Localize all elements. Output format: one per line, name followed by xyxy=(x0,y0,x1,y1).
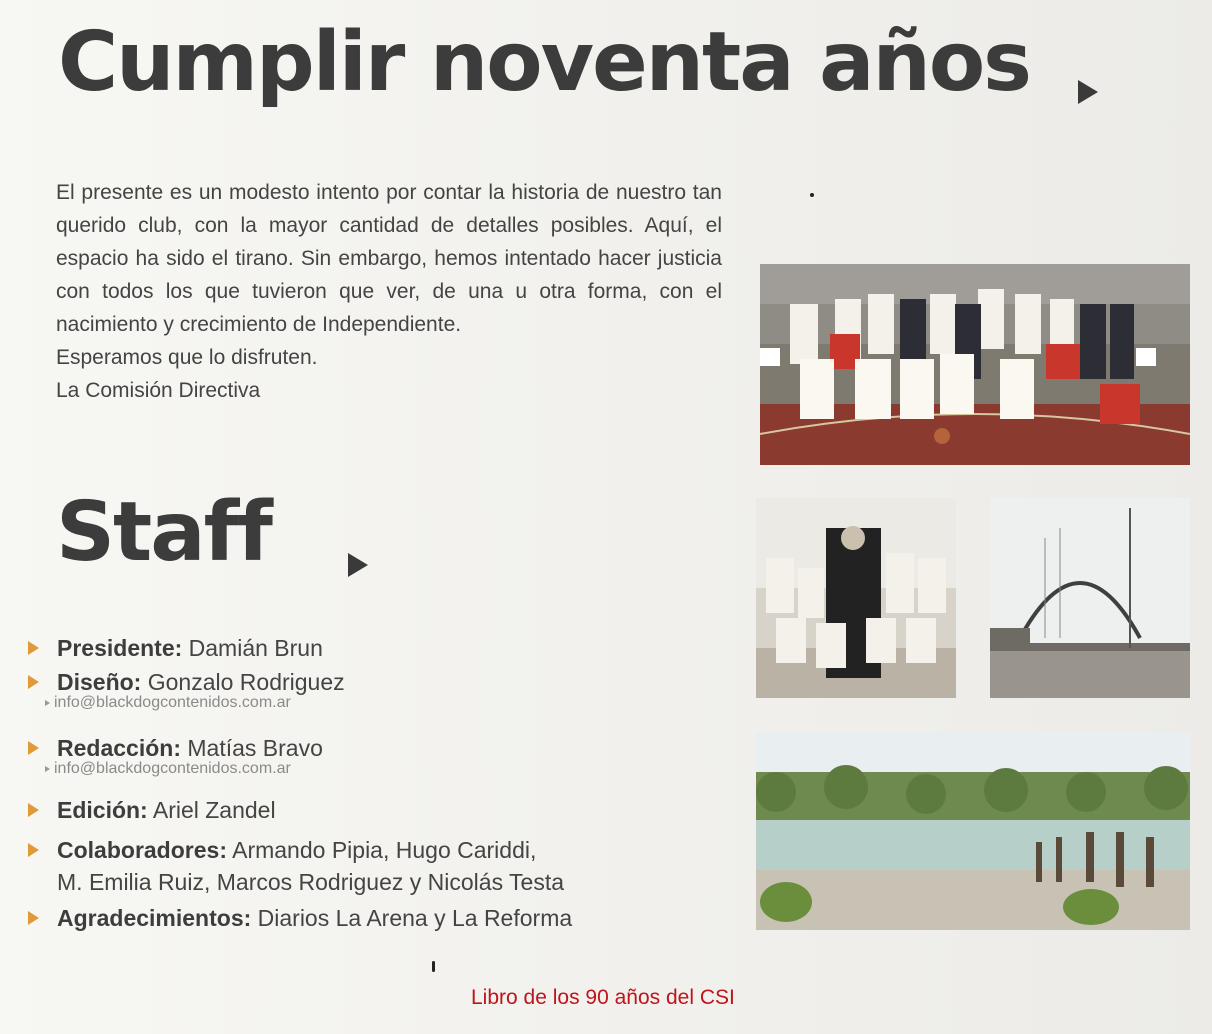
staff-name: Matías Bravo xyxy=(187,735,323,761)
page-title: Cumplir noventa años xyxy=(58,15,1030,110)
staff-email-text: info@blackdogcontenidos.com.ar xyxy=(54,694,291,711)
staff-item xyxy=(24,632,704,666)
vintage-team-photo xyxy=(756,498,956,698)
staff-email-text: info@blackdogcontenidos.com.ar xyxy=(54,760,291,777)
intro-text xyxy=(56,176,722,407)
arch-structure-photo xyxy=(990,498,1190,698)
intro-closing: Esperamos que lo disfruten. xyxy=(56,346,318,369)
staff-item xyxy=(24,666,704,732)
staff-name: Armando Pipia, Hugo Cariddi, xyxy=(232,837,537,863)
staff-role: Redacción: xyxy=(57,735,181,761)
small-arrow-icon xyxy=(45,700,50,706)
title-arrow-icon xyxy=(1078,80,1098,104)
staff-email[interactable] xyxy=(45,760,704,778)
staff-role: Presidente: xyxy=(57,635,183,661)
staff-arrow-icon xyxy=(348,553,368,577)
print-speck xyxy=(810,193,814,197)
staff-item xyxy=(24,794,704,834)
bullet-icon xyxy=(28,803,39,817)
basketball-team-photo xyxy=(760,264,1190,465)
bullet-icon xyxy=(28,911,39,925)
staff-role: Agradecimientos: xyxy=(57,905,252,931)
staff-role: Diseño: xyxy=(57,669,142,695)
staff-title: Staff xyxy=(56,485,271,580)
swimming-pool-photo xyxy=(756,732,1190,930)
small-arrow-icon xyxy=(45,766,50,772)
staff-list xyxy=(24,632,704,934)
bullet-icon xyxy=(28,843,39,857)
staff-name: Damián Brun xyxy=(188,635,323,661)
staff-name: Ariel Zandel xyxy=(152,797,276,823)
staff-item xyxy=(24,732,704,794)
intro-paragraph: El presente es un modesto intento por contar la historia de nuestro tan querido club, con la mayor cantidad de detalles posibles. Aquí, el espacio ha sido el tirano. Sin embargo, hemos intentado hacer justicia con todos los que tuvieron que ver, de una u otra forma, con el nacimiento y crecimiento de Independiente. xyxy=(56,181,722,336)
bullet-icon xyxy=(28,675,39,689)
staff-name: Gonzalo Rodriguez xyxy=(147,669,345,695)
print-speck xyxy=(432,961,435,972)
staff-role: Colaboradores: xyxy=(57,837,227,863)
staff-item xyxy=(24,902,704,934)
staff-email[interactable] xyxy=(45,694,704,712)
staff-name-continued: M. Emilia Ruiz, Marcos Rodriguez y Nicolás Testa xyxy=(57,869,565,895)
staff-name: Diarios La Arena y La Reforma xyxy=(257,905,573,931)
bullet-icon xyxy=(28,641,39,655)
bullet-icon xyxy=(28,741,39,755)
book-caption: Libro de los 90 años del CSI xyxy=(471,986,735,1009)
staff-item xyxy=(24,834,704,902)
staff-role: Edición: xyxy=(57,797,148,823)
intro-signature: La Comisión Directiva xyxy=(56,379,261,402)
